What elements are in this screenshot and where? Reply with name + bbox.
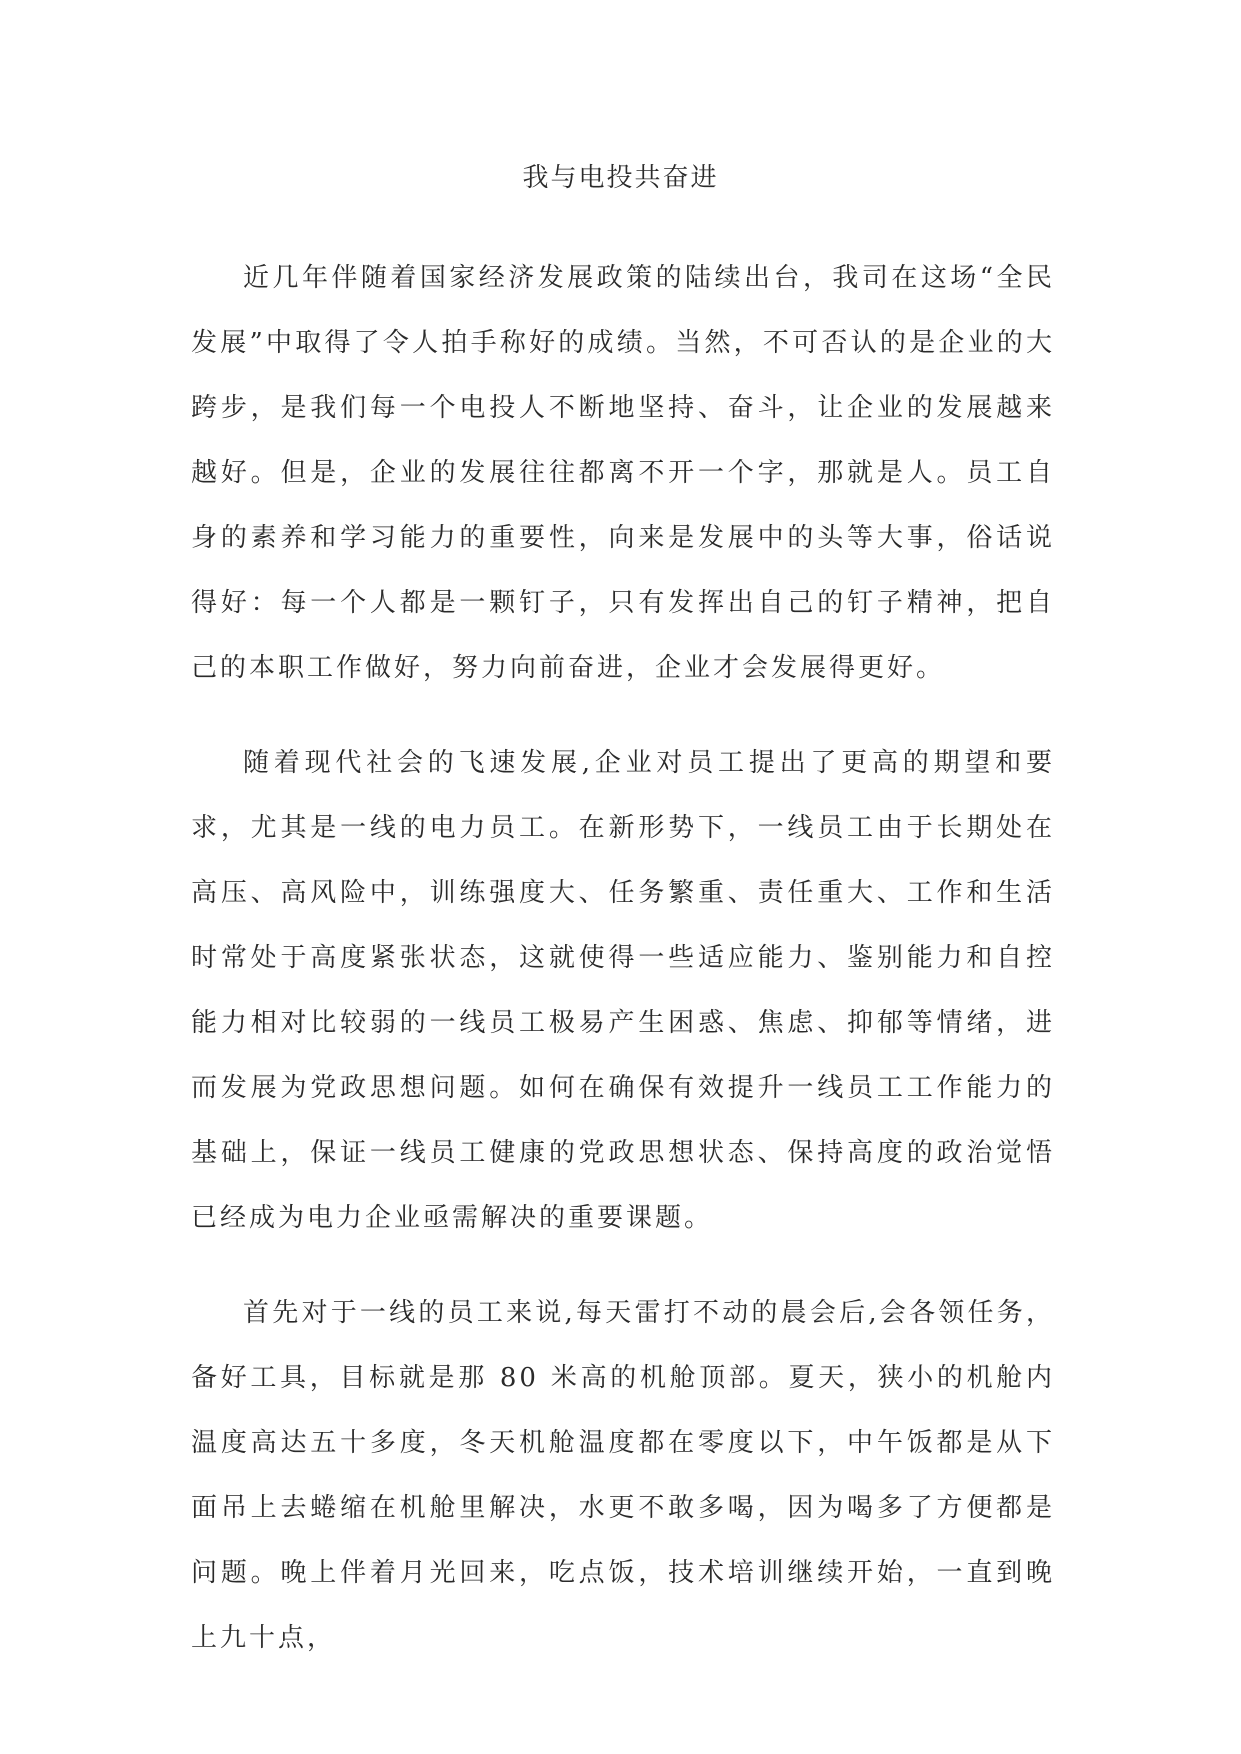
paragraph: 随着现代社会的飞速发展,企业对员工提出了更高的期望和要求，尤其是一线的电力员工。在新形势下，一线员工由于长期处在高压、高风险中，训练强度大、任务繁重、责任重大、工作和生活时常处于高度紧张状态，这就使得一些适应能力、鉴别能力和自控能力相对比较弱的一线员工极易产生困惑、焦虑、抑郁等情绪，进而发展为党政思想问题。如何在确保有效提升一线员工工作能力的基础上，保证一线员工健康的党政思想状态、保持高度的政治觉悟已经成为电力企业亟需解决的重要课题。 [191,748,1055,1233]
paragraph: 近几年伴随着国家经济发展政策的陆续出台，我司在这场“全民发展”中取得了令人拍手称好的成绩。当然，不可否认的是企业的大跨步，是我们每一个电投人不断地坚持、奋斗，让企业的发展越来越好。但是，企业的发展往往都离不开一个字，那就是人。员工自身的素养和学习能力的重要性，向来是发展中的头等大事，俗话说得好：每一个人都是一颗钉子，只有发挥出自己的钉子精神，把自己的本职工作做好，努力向前奋进，企业才会发展得更好。 [191,263,1055,683]
paragraph: 首先对于一线的员工来说,每天雷打不动的晨会后,会各领任务，备好工具，目标就是那 80 米高的机舱顶部。夏天，狭小的机舱内温度高达五十多度，冬天机舱温度都在零度以下，中午饭都是从下面吊上去蜷缩在机舱里解决，水更不敢多喝，因为喝多了方便都是问题。晚上伴着月光回来，吃点饭，技术培训继续开始，一直到晚上九十点， [191,1298,1055,1653]
document-body [191,246,1055,1701]
document-title: 我与电投共奋进 [522,163,719,193]
